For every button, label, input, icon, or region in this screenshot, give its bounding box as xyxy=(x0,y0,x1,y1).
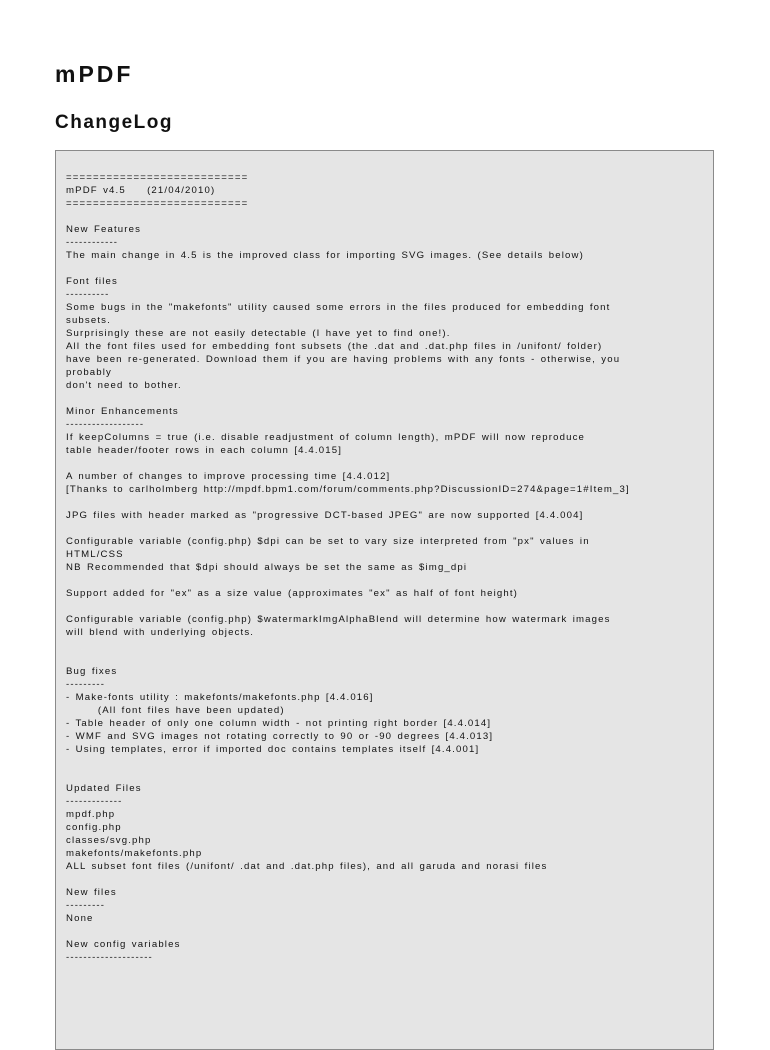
changelog-line xyxy=(66,925,713,938)
changelog-line: Surprisingly these are not easily detectable (I have yet to find one!). xyxy=(66,328,451,339)
changelog-line: --------- xyxy=(66,679,106,690)
changelog-line xyxy=(66,457,713,470)
changelog-line: All the font files used for embedding font subsets (the .dat and .dat.php files in /unifont/ folder) xyxy=(66,341,603,352)
changelog-line xyxy=(66,652,713,665)
changelog-line: ---------- xyxy=(66,289,110,300)
changelog-line: have been re-generated. Download them if you are having problems with any fonts - otherwise, you xyxy=(66,354,621,365)
changelog-line xyxy=(66,756,713,769)
document-subtitle: ChangeLog xyxy=(55,112,173,133)
changelog-line: Bug fixes xyxy=(66,666,118,677)
changelog-line: --------- xyxy=(66,900,106,911)
changelog-line xyxy=(66,600,713,613)
changelog-line xyxy=(66,522,713,535)
changelog-line: subsets. xyxy=(66,315,111,326)
changelog-line xyxy=(66,262,713,275)
changelog-line: Configurable variable (config.php) $dpi can be set to vary size interpreted from "px" values in xyxy=(66,536,590,547)
changelog-line: table header/footer rows in each column [4.4.015] xyxy=(66,445,343,456)
changelog-line: config.php xyxy=(66,822,122,833)
changelog-line: The main change in 4.5 is the improved class for importing SVG images. (See details below) xyxy=(66,250,584,261)
changelog-line xyxy=(66,873,713,886)
changelog-line: ------------- xyxy=(66,796,123,807)
changelog-line xyxy=(66,769,713,782)
changelog-line: New Features xyxy=(66,224,142,235)
changelog-line: -------------------- xyxy=(66,952,153,963)
changelog-line: =========================== xyxy=(66,198,249,209)
changelog-line: Minor Enhancements xyxy=(66,406,179,417)
changelog-line: [Thanks to carlholmberg http://mpdf.bpm1.com/forum/comments.php?DiscussionID=274&page=1#Item_3] xyxy=(66,484,630,495)
changelog-line: A number of changes to improve processing time [4.4.012] xyxy=(66,471,391,482)
changelog-line: classes/svg.php xyxy=(66,835,152,846)
changelog-line: Configurable variable (config.php) $watermarkImgAlphaBlend will determine how watermark images xyxy=(66,614,611,625)
changelog-line: ALL subset font files (/unifont/ .dat and .dat.php files), and all garuda and norasi files xyxy=(66,861,548,872)
changelog-line: ------------ xyxy=(66,237,119,248)
changelog-line: will blend with underlying objects. xyxy=(66,627,255,638)
changelog-line: HTML/CSS xyxy=(66,549,124,560)
changelog-line: mpdf.php xyxy=(66,809,116,820)
changelog-line: (All font files have been updated) xyxy=(66,705,285,716)
changelog-line: None xyxy=(66,913,94,924)
changelog-line xyxy=(66,496,713,509)
changelog-line: =========================== xyxy=(66,172,249,183)
changelog-line: Updated Files xyxy=(66,783,142,794)
changelog-line: New files xyxy=(66,887,117,898)
changelog-line: probably xyxy=(66,367,113,378)
changelog-line: Support added for "ex" as a size value (approximates "ex" as half of font height) xyxy=(66,588,519,599)
changelog-line: ------------------ xyxy=(66,419,145,430)
changelog-line: If keepColumns = true (i.e. disable readjustment of column length), mPDF will now reproduce xyxy=(66,432,586,443)
changelog-line: - Table header of only one column width - not printing right border [4.4.014] xyxy=(66,718,492,729)
changelog-line: mPDF v4.5 (21/04/2010) xyxy=(66,185,216,196)
changelog-line: Some bugs in the "makefonts" utility caused some errors in the files produced for embedding font xyxy=(66,302,611,313)
changelog-line: JPG files with header marked as "progressive DCT-based JPEG" are now supported [4.4.004] xyxy=(66,510,584,521)
changelog-line: makefonts/makefonts.php xyxy=(66,848,203,859)
changelog-line: - Using templates, error if imported doc contains templates itself [4.4.001] xyxy=(66,744,480,755)
changelog-preformatted-block xyxy=(55,150,714,1050)
changelog-line xyxy=(66,574,713,587)
changelog-line: Font files xyxy=(66,276,118,287)
changelog-line xyxy=(66,210,713,223)
changelog-line: don't need to bother. xyxy=(66,380,182,391)
changelog-line: New config variables xyxy=(66,939,181,950)
changelog-line: NB Recommended that $dpi should always be set the same as $img_dpi xyxy=(66,562,468,573)
document-title: mPDF xyxy=(55,61,134,87)
changelog-line xyxy=(66,392,713,405)
changelog-line xyxy=(66,639,713,652)
changelog-line: - Make-fonts utility : makefonts/makefonts.php [4.4.016] xyxy=(66,692,374,703)
changelog-line: - WMF and SVG images not rotating correctly to 90 or -90 degrees [4.4.013] xyxy=(66,731,494,742)
